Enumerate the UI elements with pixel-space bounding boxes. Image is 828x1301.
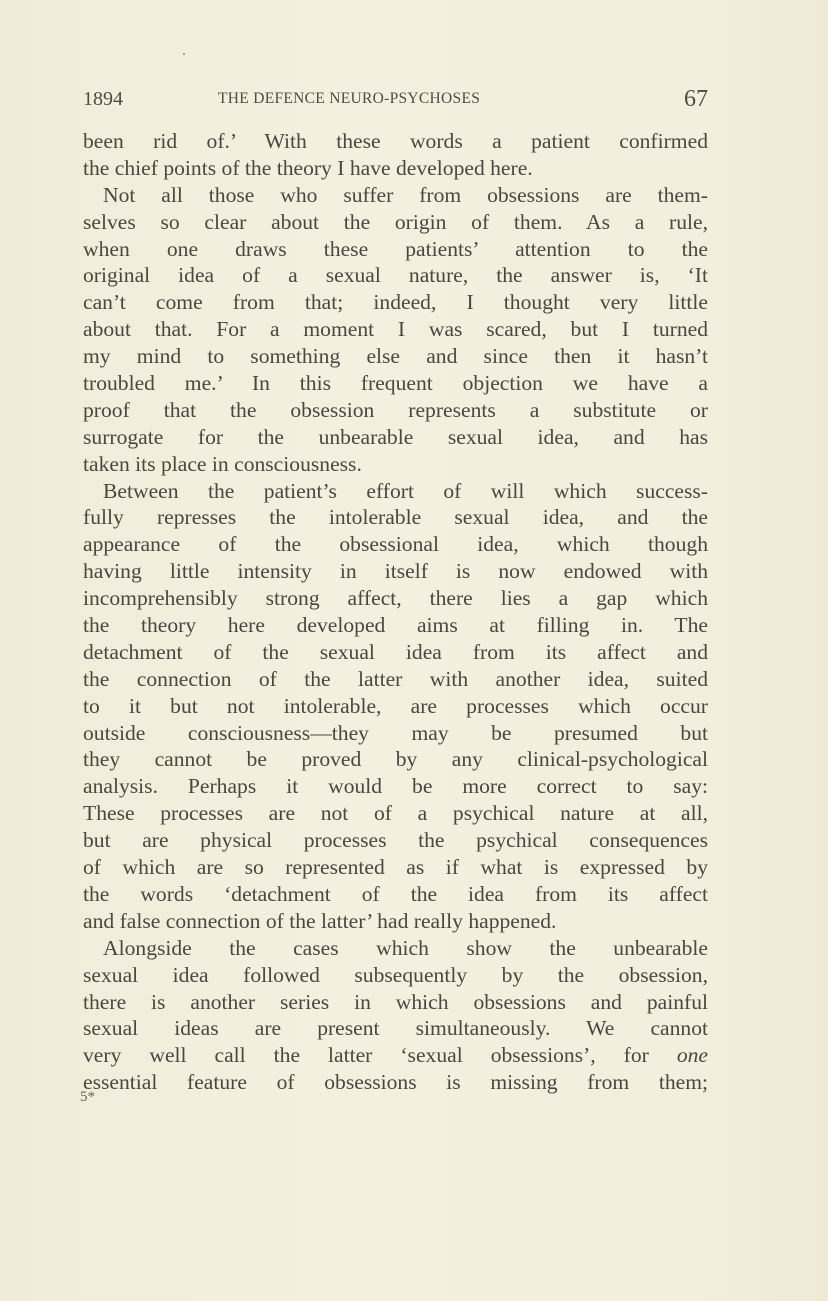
text-line: proof that the obsession represents a substitute or [83, 397, 708, 422]
text-line: sexual ideas are present simultaneously. We cannot [83, 1016, 708, 1041]
page-number: 67 [684, 86, 708, 112]
text-line: they cannot be proved by any clinical-psychological [83, 747, 708, 772]
paragraph-start-line: Not all those who suffer from obsessions are them- [103, 182, 708, 207]
text-line: surrogate for the unbearable sexual idea, and has [83, 424, 708, 449]
text-line: essential feature of obsessions is missing from them; [83, 1070, 708, 1095]
text-line: the theory here developed aims at filling in. The [83, 613, 708, 638]
body-text [83, 128, 708, 1096]
paper-speck [183, 53, 185, 55]
text-line: but are physical processes the psychical consequences [83, 828, 708, 853]
text-line: when one draws these patients’ attention to the [83, 236, 708, 261]
text-line: the words ‘detachment of the idea from its affect [83, 881, 708, 906]
text-line: original idea of a sexual nature, the answer is, ‘It [83, 263, 708, 288]
paragraph-start-line: Alongside the cases which show the unbearable [103, 935, 708, 960]
text-line: outside consciousness—they may be presumed but [83, 720, 708, 745]
text-line: detachment of the sexual idea from its affect and [83, 639, 708, 664]
text-line: taken its place in consciousness. [83, 451, 362, 476]
text-line: sexual idea followed subsequently by the obsession, [83, 962, 708, 987]
text-line: fully represses the intolerable sexual idea, and the [83, 505, 708, 530]
italic-emphasis: one [676, 1043, 708, 1068]
text-segment: very well call the latter ‘sexual obsessions’, for [83, 1043, 677, 1068]
signature-mark: 5* [80, 1089, 95, 1105]
running-head [83, 86, 708, 116]
text-line: analysis. Perhaps it would be more correct to say: [83, 774, 708, 799]
text-line: These processes are not of a psychical nature at all, [83, 801, 708, 826]
text-line: to it but not intolerable, are processes which occur [83, 693, 708, 718]
text-line-with-italic [83, 1042, 708, 1069]
text-line: incomprehensibly strong affect, there lies a gap which [83, 586, 708, 611]
text-line: appearance of the obsessional idea, which though [83, 532, 708, 557]
text-line: my mind to something else and since then it hasn’t [83, 344, 708, 369]
text-line: about that. For a moment I was scared, but I turned [83, 317, 708, 342]
text-line: can’t come from that; indeed, I thought very little [83, 290, 708, 315]
running-head-title: THE DEFENCE NEURO-PSYCHOSES [218, 90, 481, 107]
text-line: been rid of.’ With these words a patient confirmed [83, 129, 708, 153]
text-line: troubled me.’ In this frequent objection we have a [83, 371, 708, 396]
text-line: selves so clear about the origin of them. As a rule, [83, 209, 708, 234]
text-line: the chief points of the theory I have developed here. [83, 155, 533, 180]
paragraph-start-line: Between the patient’s effort of will which success- [103, 478, 708, 503]
text-line: of which are so represented as if what is expressed by [83, 855, 708, 880]
text-line: having little intensity in itself is now endowed with [83, 559, 708, 584]
text-line: the connection of the latter with another idea, suited [83, 666, 708, 691]
running-head-year: 1894 [83, 88, 123, 110]
text-line: there is another series in which obsessions and painful [83, 989, 708, 1014]
text-line: and false connection of the latter’ had really happened. [83, 908, 557, 933]
